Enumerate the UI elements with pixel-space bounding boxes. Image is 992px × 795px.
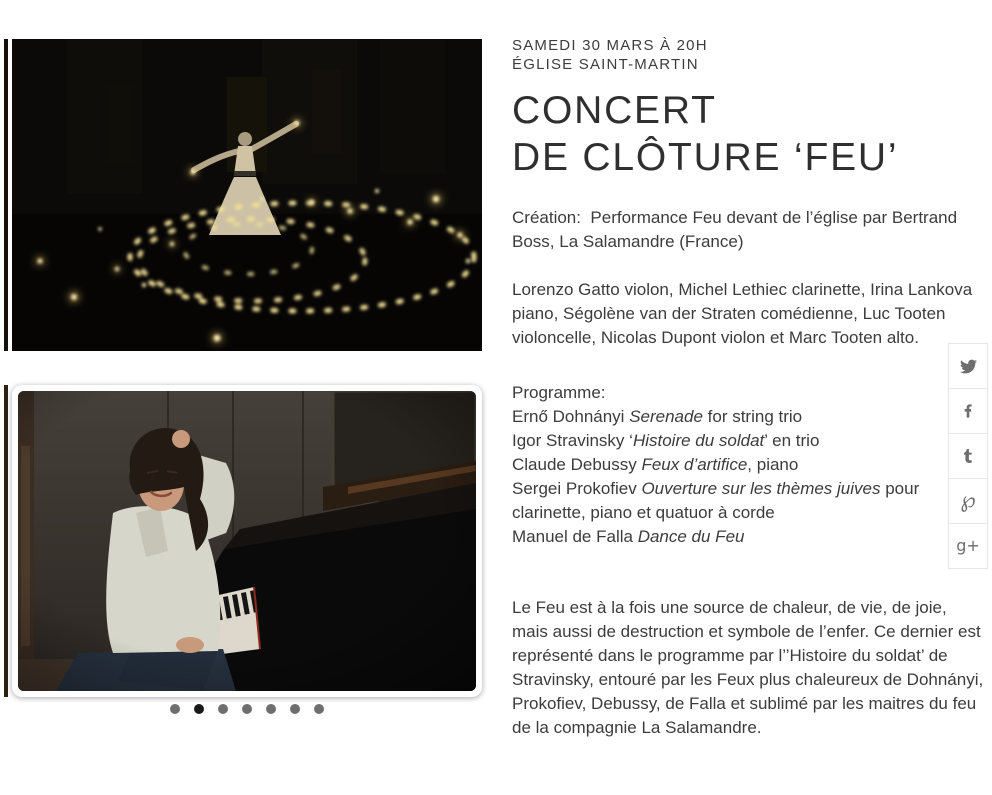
- programme-heading: Programme:: [512, 383, 606, 402]
- carousel-dot[interactable]: [170, 704, 180, 714]
- description-paragraph: Le Feu est à la fois une source de chaleur, de vie, de joie, mais aussi de destruction et symbole de l’enfer. Ce dernier est représenté dans le programme par l’’Histoire du soldat’ de Stravinsky, entouré par les Feux plus chaleureux de Dohnányi, Prokofiev, Debussy, de Falla et sublimé par les maitres du feu de la compagnie La Salamandre.: [512, 598, 984, 737]
- programme-section: [512, 381, 984, 549]
- carousel-dot[interactable]: [242, 704, 252, 714]
- fire-performance-photo: [12, 39, 482, 351]
- programme-item: Sergei Prokofiev Ouverture sur les thèmes juives pour clarinette, piano et quatuor à corde: [512, 479, 920, 522]
- carousel-dot[interactable]: [218, 704, 228, 714]
- carousel-dot[interactable]: [266, 704, 276, 714]
- performers-paragraph: Lorenzo Gatto violon, Michel Lethiec clarinette, Irina Lankova piano, Ségolène van der Straten comédienne, Luc Tooten violoncelle, Nicolas Dupont violon et Marc Tooten alto.: [512, 280, 973, 347]
- carousel-slide-pianist: [12, 385, 482, 697]
- event-venue: ÉGLISE SAINT-MARTIN: [512, 56, 699, 73]
- google-plus-share-button[interactable]: [948, 523, 988, 569]
- carousel-dots: [12, 704, 482, 714]
- event-details: [512, 36, 984, 740]
- event-date: SAMEDI 30 MARS À 20H: [512, 37, 708, 54]
- event-title-line2: DE CLÔTURE ‘FEU’: [512, 136, 899, 179]
- pinterest-share-button[interactable]: [948, 478, 988, 524]
- twitter-share-button[interactable]: [948, 343, 988, 389]
- pinterest-icon: ℘: [960, 488, 976, 513]
- event-title-line1: CONCERT: [512, 89, 717, 132]
- google-plus-icon: g+: [956, 536, 980, 555]
- programme-item: Manuel de Falla Dance du Feu: [512, 527, 745, 546]
- pianist-portrait-photo: [18, 391, 476, 691]
- programme-item: Ernő Dohnányi Serenade for string trio: [512, 407, 803, 426]
- programme-item: Igor Stravinsky ‘Histoire du soldat’ en trio: [512, 431, 820, 450]
- programme-list: [512, 405, 984, 549]
- adjacent-slide-edge: [4, 39, 8, 351]
- programme-item: Claude Debussy Feux d’artifice, piano: [512, 455, 799, 474]
- carousel-dot[interactable]: [194, 704, 204, 714]
- twitter-icon: [960, 358, 977, 375]
- carousel-dot[interactable]: [314, 704, 324, 714]
- adjacent-slide-edge: [4, 385, 8, 697]
- carousel-dot[interactable]: [290, 704, 300, 714]
- event-title: [512, 87, 984, 181]
- facebook-icon: [960, 403, 976, 419]
- creation-paragraph: Création: Performance Feu devant de l’église par Bertrand Boss, La Salamandre (France): [512, 208, 962, 251]
- tumblr-share-button[interactable]: [948, 433, 988, 479]
- carousel-slide-fire-performance: [12, 39, 482, 351]
- facebook-share-button[interactable]: [948, 388, 988, 434]
- social-share-rail: [948, 344, 988, 569]
- tumblr-icon: [961, 449, 975, 463]
